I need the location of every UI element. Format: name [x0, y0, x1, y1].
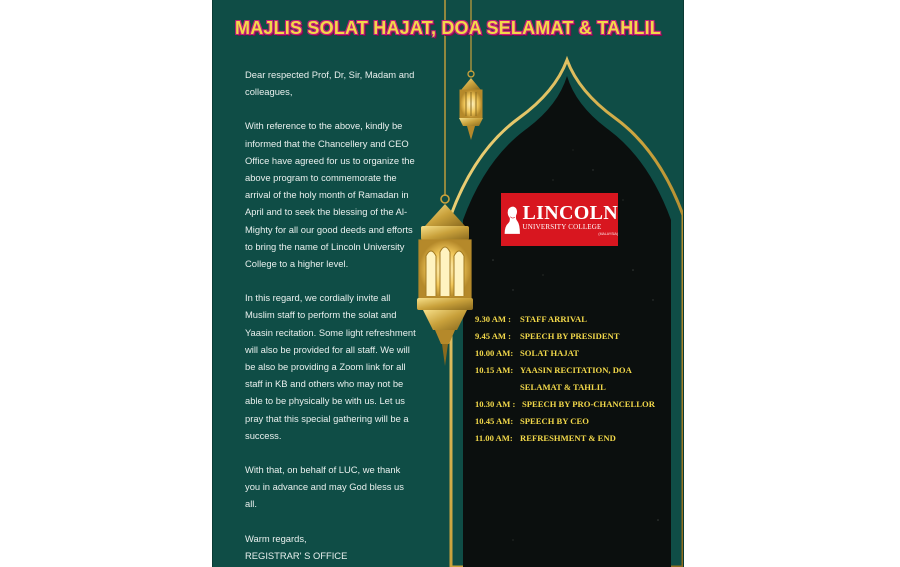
lincoln-logo — [501, 193, 618, 246]
letter-paragraph-1: With reference to the above, kindly be informed that the Chancellery and CEO Office have agreed for us to organize the above program to commemorate the arrival of the holy month of Ramadan in April and to seek the blessing of the Al-Mighty for all our good deeds and efforts to bring the name of Lincoln University College to a higher level. — [245, 120, 415, 270]
schedule-row — [475, 328, 683, 345]
logo-tagline: (MALAYSIA) — [598, 232, 618, 236]
schedule-time: 10.15 AM: — [475, 365, 514, 375]
schedule-item: SPEECH BY CEO — [520, 416, 589, 426]
poster — [213, 0, 683, 567]
schedule-item: STAFF ARRIVAL — [520, 314, 587, 324]
schedule-item: SOLAT HAJAT — [520, 348, 579, 358]
schedule-time: 9.30 AM : — [475, 314, 512, 324]
logo-subtitle: UNIVERSITY COLLEGE — [522, 223, 602, 231]
closing-text: Warm regards, — [245, 532, 307, 544]
schedule-item: REFRESHMENT & END — [520, 433, 616, 443]
letter-closing — [245, 530, 417, 564]
page-title: MAJLIS SOLAT HAJAT, DOA SELAMAT & TAHLIL — [235, 18, 661, 38]
schedule-time: 10.45 AM: — [475, 416, 514, 426]
schedule-row — [475, 413, 683, 430]
schedule-time: 10.30 AM : — [475, 399, 516, 409]
letter-paragraph-2: In this regard, we cordially invite all Muslim staff to perform the solat and Yaasin recitation. Some light refreshment will also be provided for all staff. We will be also be providing a Zoom link for all staff in KB and others who may not be able to be physically be with us. Let us pray that this special gathering will be a success. — [245, 292, 416, 441]
schedule-time: 9.45 AM : — [475, 331, 512, 341]
logo-name: LINCOLN — [522, 202, 618, 224]
schedule-item: YAASIN RECITATION, DOA SELAMAT & TAHLIL — [520, 365, 632, 392]
schedule-item: SPEECH BY PRESIDENT — [520, 331, 620, 341]
letter-paragraph-3: With that, on behalf of LUC, we thank you in advance and may God bless us all. — [245, 464, 404, 510]
schedule-row — [475, 430, 683, 447]
signature-text: REGISTRAR' S OFFICE — [245, 549, 348, 561]
schedule-time: 11.00 AM: — [475, 433, 513, 443]
schedule-row — [475, 362, 683, 396]
schedule-item: SPEECH BY PRO-CHANCELLOR — [522, 399, 655, 409]
schedule-row — [475, 345, 683, 362]
invitation-letter — [245, 66, 417, 564]
schedule-row — [475, 396, 683, 413]
lincoln-bust-icon — [504, 197, 521, 242]
program-schedule — [475, 311, 683, 447]
schedule-row — [475, 311, 683, 328]
letter-salutation: Dear respected Prof, Dr, Sir, Madam and colleagues, — [245, 69, 415, 98]
schedule-time: 10.00 AM: — [475, 348, 514, 358]
